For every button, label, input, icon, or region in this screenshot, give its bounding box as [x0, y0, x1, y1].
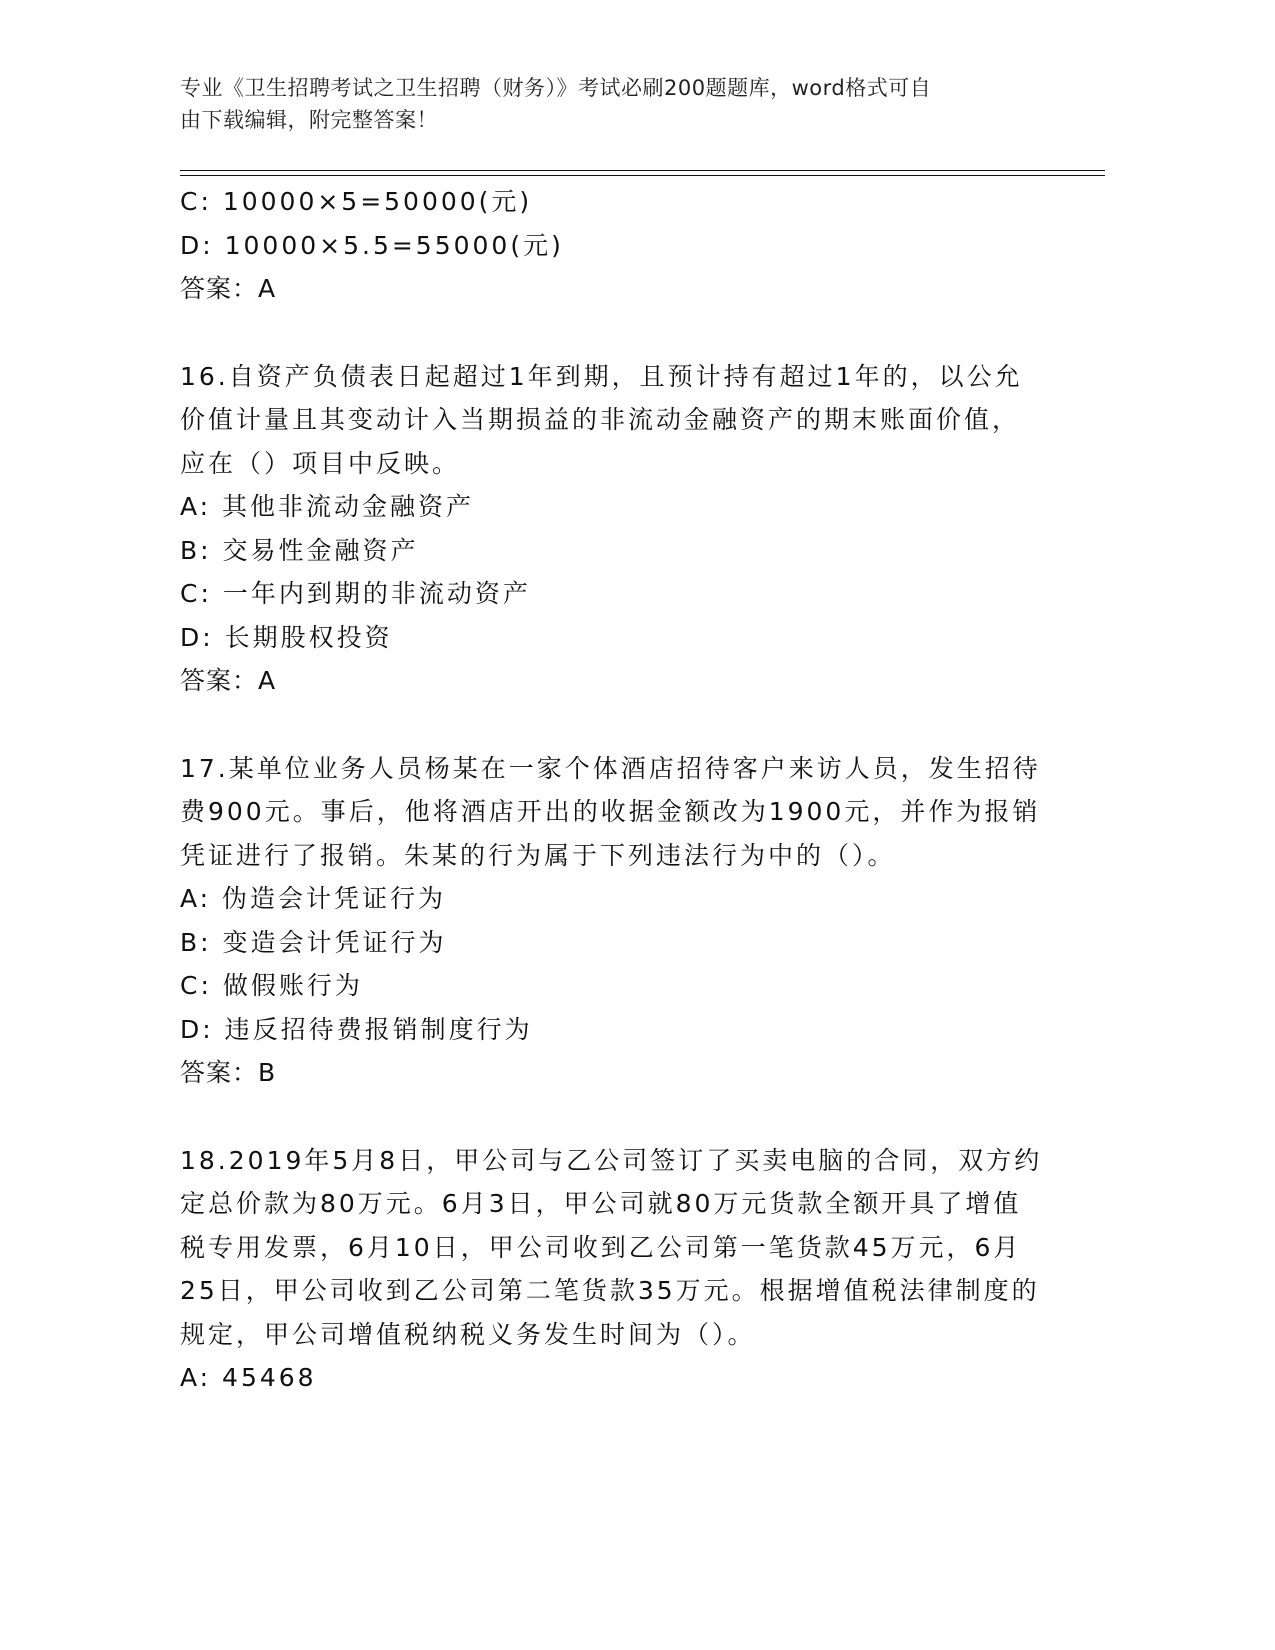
- option-a: A: 伪造会计凭证行为: [180, 884, 447, 913]
- question-text-line: 凭证进行了报销。朱某的行为属于下列违法行为中的（）。: [180, 840, 896, 870]
- question-text-line: 价值计量且其变动计入当期损益的非流动金融资产的期末账面价值，: [180, 405, 1021, 434]
- question-text-line: 16.自资产负债表日起超过1年到期，且预计持有超过1年的，以公允: [180, 361, 1023, 391]
- option-b: B: 变造会计凭证行为: [180, 927, 447, 957]
- question-text-line: 费900元。事后，他将酒店开出的收据金额改为1900元，并作为报销: [180, 797, 1041, 826]
- question-text-line: 定总价款为80万元。6月3日，甲公司就80万元货款全额开具了增值: [180, 1189, 1022, 1218]
- option-a: A: 其他非流动金融资产: [180, 492, 475, 521]
- option-c: C: 做假账行为: [180, 971, 363, 1000]
- question-18: [180, 1139, 1100, 1400]
- question-text-line: 25日，甲公司收到乙公司第二笔货款35万元。根据增值税法律制度的: [180, 1276, 1040, 1305]
- header-line-1: 专业《卫生招聘考试之卫生招聘（财务）》考试必刷200题题库，word格式可自: [180, 76, 932, 100]
- question-15: [180, 180, 1100, 311]
- question-16: [180, 355, 1100, 703]
- option-d: D: 10000×5.5=55000(元): [180, 230, 564, 260]
- question-text-line: 17.某单位业务人员杨某在一家个体酒店招待客户来访人员，发生招待: [180, 753, 1041, 783]
- document-header: [180, 72, 1060, 136]
- header-line-2: 由下载编辑，附完整答案！: [180, 108, 438, 132]
- option-d: D: 长期股权投资: [180, 622, 393, 652]
- option-c: C: 10000×5=50000(元): [180, 187, 533, 216]
- question-text-line: 税专用发票，6月10日，甲公司收到乙公司第一笔货款45万元，6月: [180, 1232, 1022, 1262]
- header-divider-bottom: [180, 175, 1105, 176]
- question-text-line: 规定，甲公司增值税纳税义务发生时间为（）。: [180, 1319, 756, 1349]
- option-a: A: 45468: [180, 1363, 317, 1392]
- option-b: B: 交易性金融资产: [180, 535, 419, 565]
- answer-line: 答案：A: [180, 274, 277, 303]
- question-text-line: 应在（）项目中反映。: [180, 448, 461, 478]
- option-c: C: 一年内到期的非流动资产: [180, 579, 531, 608]
- option-d: D: 违反招待费报销制度行为: [180, 1014, 533, 1044]
- question-text-line: 18.2019年5月8日，甲公司与乙公司签订了买卖电脑的合同，双方约: [180, 1145, 1043, 1175]
- header-divider-top: [180, 170, 1105, 171]
- question-17: [180, 747, 1100, 1095]
- answer-line: 答案：B: [180, 1058, 277, 1087]
- document-body: [180, 180, 1100, 1444]
- answer-line: 答案：A: [180, 666, 277, 695]
